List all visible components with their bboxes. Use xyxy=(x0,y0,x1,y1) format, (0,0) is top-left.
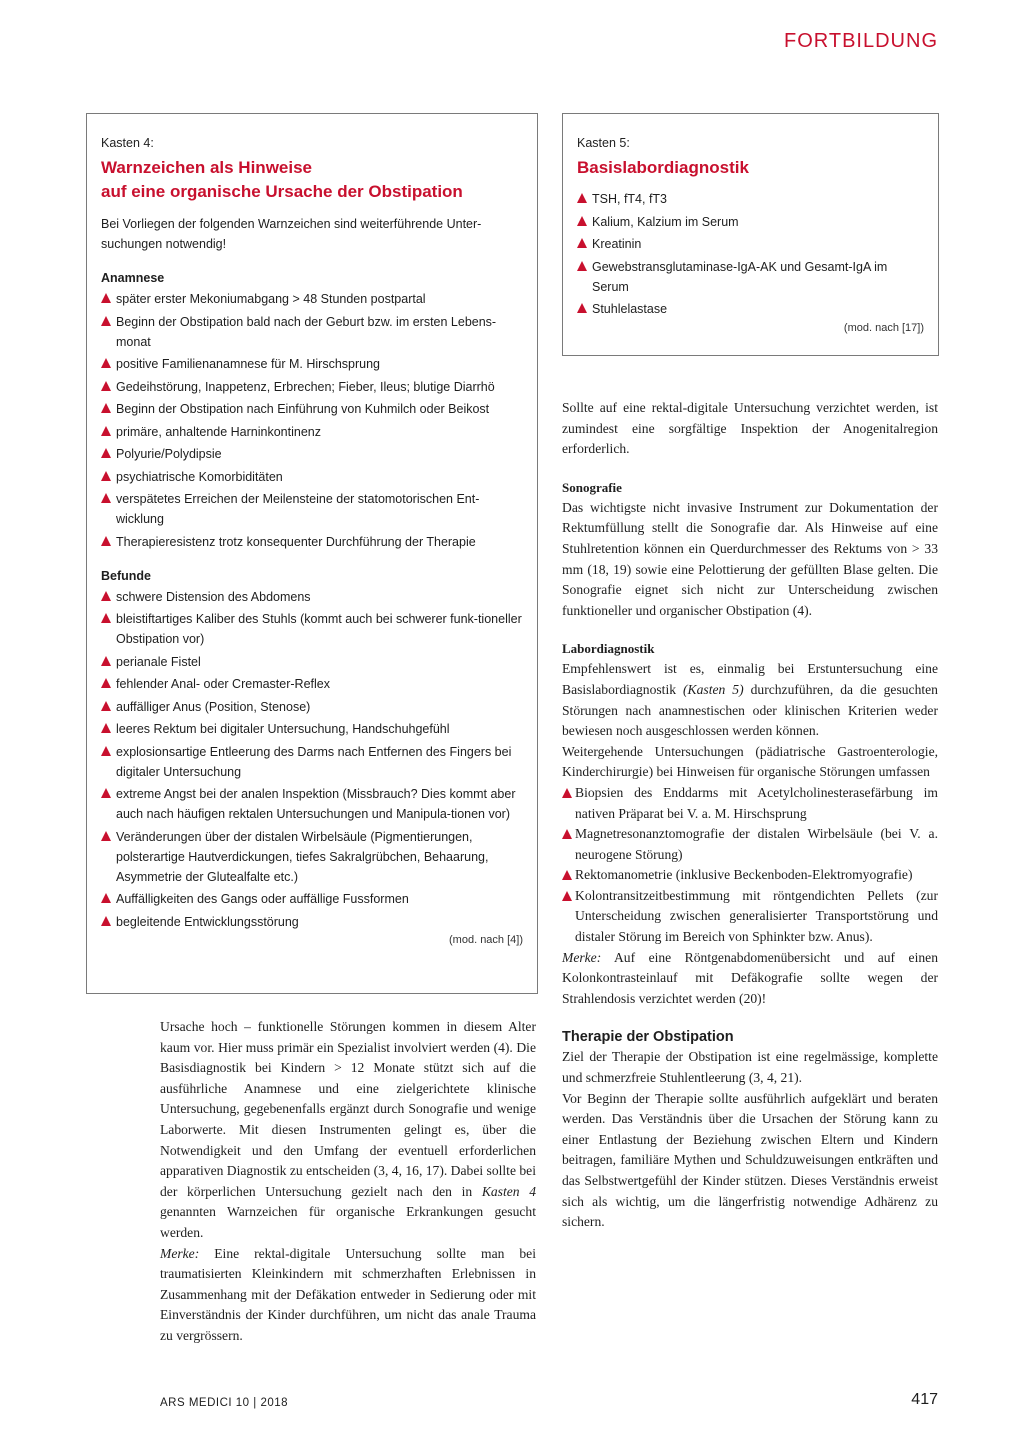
triangle-bullet-icon xyxy=(101,293,111,303)
box-warning-signs xyxy=(86,113,538,994)
triangle-bullet-icon xyxy=(101,471,111,481)
triangle-bullet-icon xyxy=(577,216,587,226)
list-item-text: Kalium, Kalzium im Serum xyxy=(592,214,739,229)
triangle-bullet-icon xyxy=(101,723,111,733)
therapy-heading: Therapie der Obstipation xyxy=(562,1029,734,1046)
list-item-text: Magnetresonanztomografie der distalen Wirbelsäule (bei V. a. neurogene Störung) xyxy=(575,826,938,862)
list-item-text: positive Familienanamnese für M. Hirschsprung xyxy=(116,357,380,371)
triangle-bullet-icon xyxy=(101,788,111,798)
labor-b: durchzuführen, da die gesuchten Störungen nach anamnestischen oder klinischen Kriterien weder bewiesen noch ausgeschlossen werden können. xyxy=(562,681,938,739)
box4-label: Kasten 4: xyxy=(101,136,154,150)
list-item-text: Polyurie/Polydipsie xyxy=(116,447,222,461)
list-item-text: Beginn der Obstipation nach Einführung von Kuhmilch oder Beikost xyxy=(116,402,490,416)
left-p1-ref: Kasten 4 xyxy=(481,1183,536,1199)
list-item xyxy=(101,532,523,552)
box5-label: Kasten 5: xyxy=(577,136,630,150)
list-item-text: Stuhlelastase xyxy=(592,302,668,316)
right-body-text xyxy=(562,398,938,1233)
list-item xyxy=(101,422,523,442)
box4-title-line1: Warnzeichen als Hinweise xyxy=(101,158,312,177)
list-item xyxy=(101,912,523,932)
list-item-text: bleistiftartiges Kaliber des Stuhls (kommt auch bei schwerer funk-tioneller Obstipation vor) xyxy=(116,612,522,646)
right-merke xyxy=(562,948,938,1010)
triangle-bullet-icon xyxy=(577,238,587,248)
list-item-text: Auffälligkeiten des Gangs oder auffällige Fussformen xyxy=(116,892,409,906)
list-item xyxy=(101,489,523,529)
triangle-bullet-icon xyxy=(562,870,572,880)
labor-a: Empfehlenswert ist es, einmalig bei Erstuntersuchung eine Basislabordiagnostik xyxy=(562,661,938,697)
list-item-text: Kolontransitzeitbestimmung mit röntgendichten Pellets (zur Unterscheidung zwischen generalisierter Transportstörung und distaler Störung im Bereich von Sphinkter bzw. Anus). xyxy=(575,887,938,945)
list-item xyxy=(577,234,924,254)
triangle-bullet-icon xyxy=(101,493,111,503)
triangle-bullet-icon xyxy=(101,448,111,458)
triangle-bullet-icon xyxy=(101,403,111,413)
list-item xyxy=(101,889,523,909)
list-item-text: leeres Rektum bei digitaler Untersuchung, Handschuhgefühl xyxy=(116,722,450,736)
list-item-text: Veränderungen über der distalen Wirbelsäule (Pigmentierungen, polsterartige Hautverdickungen, tiefes Sakralgrübchen, Behaarung, Asymmetrie der Glutealfalte etc.) xyxy=(116,829,489,884)
list-item-text: primäre, anhaltende Harninkontinenz xyxy=(116,424,321,439)
labor-list xyxy=(562,783,938,948)
box4-sections xyxy=(101,268,523,932)
triangle-bullet-icon xyxy=(562,829,572,839)
list-item-text: auffälliger Anus (Position, Stenose) xyxy=(116,699,311,714)
list-item xyxy=(101,312,523,352)
right-intro: Sollte auf eine rektal-digitale Untersuchung verzichtet werden, ist zumindest eine sorgfältige Inspektion der Anogenitalregion erforderlich. xyxy=(562,400,938,457)
triangle-bullet-icon xyxy=(101,831,111,841)
list-item-text: Gewebstransglutaminase-IgA-AK und Gesamt-IgA im Serum xyxy=(592,259,888,294)
triangle-bullet-icon xyxy=(562,891,572,901)
therapy-p2: Vor Beginn der Therapie sollte ausführlich aufgeklärt und beraten werden. Das Verständnis über die Ursachen der Störung kann zu einer Entlastung der Beziehung zwischen Eltern und Kindern beitragen, familiäre Mythen und Schuldzuweisungen entkräften und das Selbstwertgefühl der Kinder stützen. Dieses Verständnis erweist sich als wichtig, um die längerfristig notwendige Adhärenz zu sichern. xyxy=(562,1090,938,1230)
triangle-bullet-icon xyxy=(101,536,111,546)
list-item-text: Biopsien des Enddarms mit Acetylcholinesterasefärbung im nativen Präparat bei V. a. M. Hirschsprung xyxy=(575,784,938,821)
triangle-bullet-icon xyxy=(101,613,111,623)
list-item xyxy=(101,377,523,397)
left-merke-label: Merke: xyxy=(160,1245,200,1261)
box5-title: Basislabordiagnostik xyxy=(577,158,749,177)
list-item-text: Kreatinin xyxy=(592,237,642,251)
footer-page-number: 417 xyxy=(911,1391,938,1408)
triangle-bullet-icon xyxy=(101,426,111,436)
list-item-text: extreme Angst bei der analen Inspektion (Missbrauch? Dies kommt aber auch nach häufigen rektalen Untersuchungen und Manipula-tionen vor) xyxy=(116,787,516,821)
list-item xyxy=(101,652,523,672)
list-item xyxy=(101,399,523,419)
list-item xyxy=(101,674,523,694)
box4-section-heading: Anamnese xyxy=(101,271,165,285)
list-item-text: explosionsartige Entleerung des Darms nach Entfernen des Fingers bei digitaler Untersuchung xyxy=(116,744,512,779)
left-p1: Ursache hoch – funktionelle Störungen kommen in diesem Alter kaum vor. Hier muss primär ein Spezialist involviert werden (4). Die Basisdiagnostik bei Kindern > 12 Monate stützt sich auf die ausführliche Anamnese und eine zielgerichtete klinische Untersuchung, gegebenenfalls ergänzt durch Sonografie und wenige Laborwerte. Mit diesen Instrumenten gelingt es, über die Notwendigkeit und den Umfang der eventuell erforderlichen apparativen Diagnostik zu entscheiden (3, 4, 16, 17). Dabei sollte bei der körperlichen Untersuchung gezielt nach den in xyxy=(160,1019,536,1199)
triangle-bullet-icon xyxy=(101,358,111,368)
triangle-bullet-icon xyxy=(101,316,111,326)
right-merke-label: Merke: xyxy=(562,949,602,965)
list-item-text: begleitende Entwicklungsstörung xyxy=(116,914,299,929)
list-item xyxy=(101,784,523,824)
list-item-text: Beginn der Obstipation bald nach der Geburt bzw. im ersten Lebens-monat xyxy=(116,314,497,349)
therapy-p1: Ziel der Therapie der Obstipation ist eine regelmässige, komplette und schmerzfreie Stuhlentleerung (3, 4, 21). xyxy=(562,1049,938,1086)
sono-heading: Sonografie xyxy=(562,479,622,495)
triangle-bullet-icon xyxy=(101,916,111,926)
list-item-text: psychiatrische Komorbiditäten xyxy=(116,469,283,484)
list-item-text: schwere Distension des Abdomens xyxy=(116,589,311,604)
list-item xyxy=(101,467,523,487)
labor-more: Weitergehende Untersuchungen (pädiatrische Gastroenterologie, Kinderchirurgie) bei Hinweisen für organische Störungen umfassen xyxy=(562,743,938,780)
list-item xyxy=(101,289,523,309)
footer-journal: ARS MEDICI 10 | 2018 xyxy=(160,1397,289,1409)
section-header: FORTBILDUNG xyxy=(784,30,938,52)
list-item xyxy=(101,719,523,739)
box4-source: (mod. nach [4]) xyxy=(449,934,523,946)
box4-section-list xyxy=(101,587,523,932)
left-paragraph xyxy=(160,1017,536,1244)
list-item xyxy=(562,783,938,824)
list-item-text: Rektomanometrie (inklusive Beckenboden-Elektromyografie) xyxy=(575,867,913,883)
triangle-bullet-icon xyxy=(101,678,111,688)
box-basic-lab xyxy=(562,113,939,356)
labor-heading: Labordiagnostik xyxy=(562,641,655,657)
list-item xyxy=(577,299,924,319)
labor-text xyxy=(562,659,938,741)
list-item xyxy=(577,257,924,297)
box4-section-heading: Befunde xyxy=(101,568,151,583)
list-item-text: perianale Fistel xyxy=(116,654,201,669)
triangle-bullet-icon xyxy=(101,893,111,903)
list-item xyxy=(101,587,523,607)
triangle-bullet-icon xyxy=(577,303,587,313)
right-merke-text: Auf eine Röntgenabdomenübersicht und auf einen Kolonkontrasteinlauf mit Defäkografie sollte wegen der Strahlendosis verzichtet werden (20)! xyxy=(562,949,938,1006)
list-item-text: Gedeihstörung, Inappetenz, Erbrechen; Fieber, Ileus; blutige Diarrhö xyxy=(116,379,495,394)
left-p1-end: genannten Warnzeichen für organische Erkrankungen gesucht werden. xyxy=(160,1204,536,1240)
list-item-text: fehlender Anal- oder Cremaster-Reflex xyxy=(116,677,330,691)
list-item xyxy=(101,742,523,782)
triangle-bullet-icon xyxy=(101,381,111,391)
list-item xyxy=(101,827,523,887)
labor-ref: (Kasten 5) xyxy=(683,681,744,697)
list-item xyxy=(577,212,924,232)
list-item xyxy=(101,354,523,374)
list-item xyxy=(562,824,938,865)
sono-text: Das wichtigste nicht invasive Instrument zur Dokumentation der Rektumfüllung stellt die Sonografie dar. Als Hinweise auf eine Stuhlretention können ein Querdurchmesser des Rektums von > 33 mm (18, 19) sowie eine Pelottierung der gefüllten Blase gelten. Die Sonografie eignet sich nicht zur Unterscheidung zwischen funktioneller und organischer Obstipation (4). xyxy=(562,499,938,618)
list-item xyxy=(101,697,523,717)
left-body-text xyxy=(160,1017,536,1347)
list-item xyxy=(562,865,938,886)
list-item-text: Therapieresistenz trotz konsequenter Durchführung der Therapie xyxy=(116,534,476,549)
box4-section-list xyxy=(101,289,523,552)
list-item xyxy=(562,886,938,948)
triangle-bullet-icon xyxy=(101,701,111,711)
box4-title-line2: auf eine organische Ursache der Obstipation xyxy=(101,182,463,201)
list-item xyxy=(577,189,924,209)
box5-list xyxy=(577,189,924,319)
triangle-bullet-icon xyxy=(101,591,111,601)
triangle-bullet-icon xyxy=(101,656,111,666)
list-item xyxy=(101,609,523,649)
list-item xyxy=(101,444,523,464)
box5-source: (mod. nach [17]) xyxy=(843,321,924,334)
list-item-text: verspätetes Erreichen der Meilensteine der statomotorischen Ent-wicklung xyxy=(116,492,480,526)
left-merke xyxy=(160,1244,536,1347)
triangle-bullet-icon xyxy=(577,193,587,203)
list-item-text: später erster Mekoniumabgang > 48 Stunden postpartal xyxy=(116,292,426,306)
triangle-bullet-icon xyxy=(577,261,587,271)
triangle-bullet-icon xyxy=(101,746,111,756)
box4-intro: Bei Vorliegen der folgenden Warnzeichen sind weiterführende Unter-suchungen notwendig! xyxy=(101,217,482,251)
triangle-bullet-icon xyxy=(562,788,572,798)
list-item-text: TSH, fT4, fT3 xyxy=(592,192,668,206)
left-merke-text: Eine rektal-digitale Untersuchung sollte man bei traumatisierten Kleinkindern mit schmerzhaften Erlebnissen in Zusammenhang mit der Defäkation entweder in Sedierung oder mit Einverständnis der Kinder durchführen, um nicht das anale Trauma zu vergrössern. xyxy=(160,1245,536,1343)
